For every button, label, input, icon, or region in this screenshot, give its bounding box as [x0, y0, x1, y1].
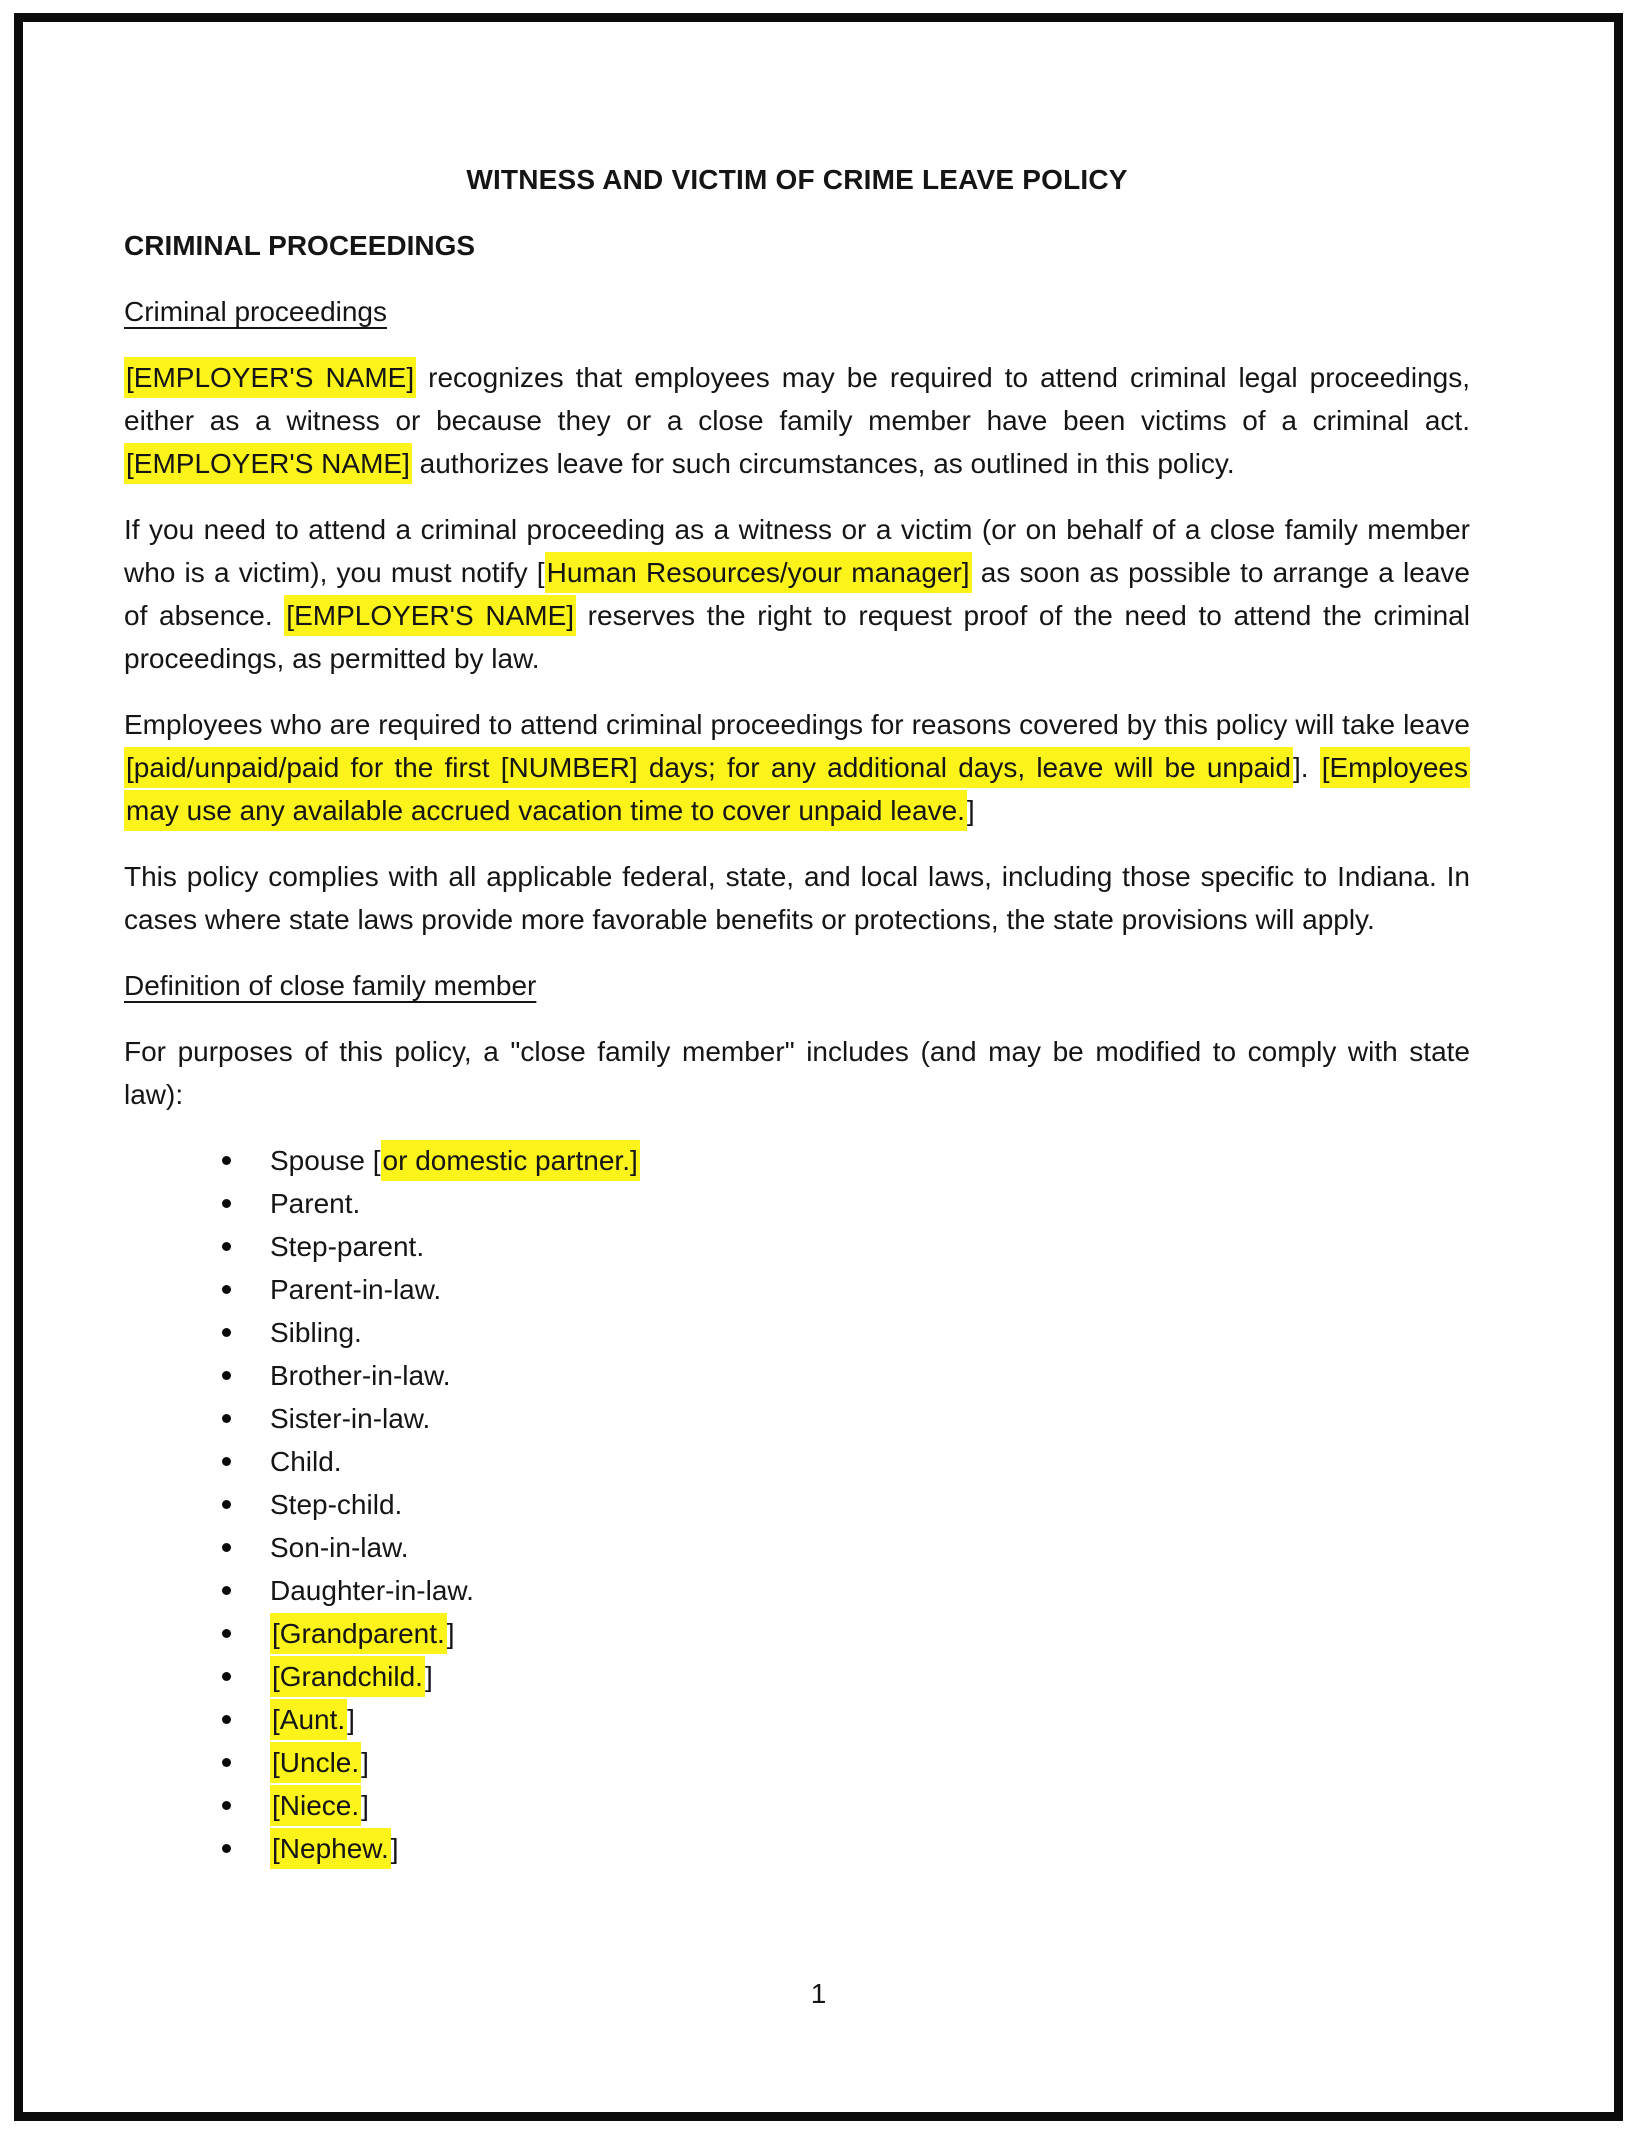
text-run: ]: [361, 1790, 369, 1821]
list-item: [124, 1655, 1470, 1698]
list-item: [124, 1354, 1470, 1397]
paragraph-definition-intro: For purposes of this policy, a "close family member" includes (and may be modified to comply with state law):: [124, 1036, 1470, 1110]
highlighted-placeholder: Human Resources/your manager]: [545, 552, 972, 593]
list-item: [124, 1483, 1470, 1526]
list-item: [124, 1569, 1470, 1612]
sub-heading-criminal-proceedings: Criminal proceedings: [124, 296, 388, 327]
text-run: Sister-in-law.: [270, 1403, 431, 1434]
highlighted-placeholder: [Grandchild.: [270, 1656, 425, 1697]
text-run: ]: [361, 1747, 369, 1778]
highlighted-placeholder: [Nephew.: [270, 1828, 391, 1869]
text-run: ].: [1292, 752, 1320, 783]
text-run: Child.: [270, 1446, 342, 1477]
text-run: ]: [424, 1661, 433, 1692]
text-run: ]: [347, 1704, 355, 1735]
list-item: [124, 1526, 1470, 1569]
highlighted-placeholder: [Grandparent.: [270, 1613, 447, 1654]
highlighted-placeholder: or domestic partner.]: [381, 1140, 640, 1181]
text-run: Sibling.: [270, 1317, 362, 1348]
sub-heading-definition-close-family-member: Definition of close family member: [124, 970, 537, 1001]
list-item: [124, 1784, 1470, 1827]
text-run: Brother-in-law.: [270, 1360, 451, 1391]
list-item: [124, 1612, 1470, 1655]
text-run: Parent.: [270, 1188, 361, 1219]
list-item: [124, 1827, 1470, 1870]
list-item: [124, 1139, 1470, 1182]
page-number: 1: [810, 1978, 827, 2009]
highlighted-placeholder: [EMPLOYER'S NAME]: [124, 443, 412, 484]
list-item: [124, 1741, 1470, 1784]
family-member-list: [124, 1139, 1470, 1870]
paragraph-notify-requirements: [124, 508, 1470, 680]
text-run: ]: [446, 1618, 455, 1649]
paragraph-law-compliance: This policy complies with all applicable federal, state, and local laws, including those specific to Indiana. In cases where state laws provide more favorable benefits or protections, the state provisions will apply.: [124, 861, 1470, 935]
text-run: Step-parent.: [270, 1231, 425, 1262]
document-title: WITNESS AND VICTIM OF CRIME LEAVE POLICY: [466, 164, 1128, 195]
list-item: [124, 1225, 1470, 1268]
highlighted-placeholder: [Aunt.: [270, 1699, 347, 1740]
highlighted-placeholder: [Uncle.: [270, 1742, 361, 1783]
document-content: [124, 158, 1470, 1870]
text-run: recognizes that employees may be required to attend criminal legal proceedings, either as a witness or because they or a close family member have been victims of a criminal act.: [124, 362, 1470, 436]
text-run: Parent-in-law.: [270, 1274, 442, 1305]
text-run: ]: [390, 1833, 399, 1864]
text-run: authorizes leave for such circumstances, as outlined in this policy.: [411, 448, 1235, 479]
list-item: [124, 1440, 1470, 1483]
text-run: ]: [966, 795, 975, 826]
text-run: If you need to attend a criminal proceeding as a witness or a victim (or on behalf of a close family member who is a victim), you must notify [: [124, 514, 1470, 588]
text-run: Spouse [: [270, 1145, 381, 1176]
paragraph-leave-pay-terms: [124, 703, 1470, 832]
highlighted-placeholder: [Employees may use any available accrued vacation time to cover unpaid leave.: [124, 747, 1470, 831]
text-run: Step-child.: [270, 1489, 403, 1520]
highlighted-placeholder: [EMPLOYER'S NAME]: [124, 357, 416, 398]
highlighted-placeholder: [paid/unpaid/paid for the first [NUMBER] days; for any additional days, leave will be unpaid: [124, 747, 1293, 788]
text-run: Daughter-in-law.: [270, 1575, 474, 1606]
paragraph-employer-recognizes: [124, 356, 1470, 485]
list-item: [124, 1311, 1470, 1354]
section-heading-criminal-proceedings: CRIMINAL PROCEEDINGS: [124, 230, 476, 261]
list-item: [124, 1397, 1470, 1440]
list-item: [124, 1698, 1470, 1741]
highlighted-placeholder: [Niece.: [270, 1785, 361, 1826]
list-item: [124, 1182, 1470, 1225]
text-run: reserves the right to request proof of the need to attend the criminal proceedings, as permitted by law.: [124, 600, 1470, 674]
highlighted-placeholder: [EMPLOYER'S NAME]: [284, 595, 576, 636]
text-run: Son-in-law.: [270, 1532, 409, 1563]
text-run: Employees who are required to attend criminal proceedings for reasons covered by this policy will take leave: [124, 709, 1470, 740]
list-item: [124, 1268, 1470, 1311]
text-run: as soon as possible to arrange a leave of absence.: [124, 557, 1470, 631]
